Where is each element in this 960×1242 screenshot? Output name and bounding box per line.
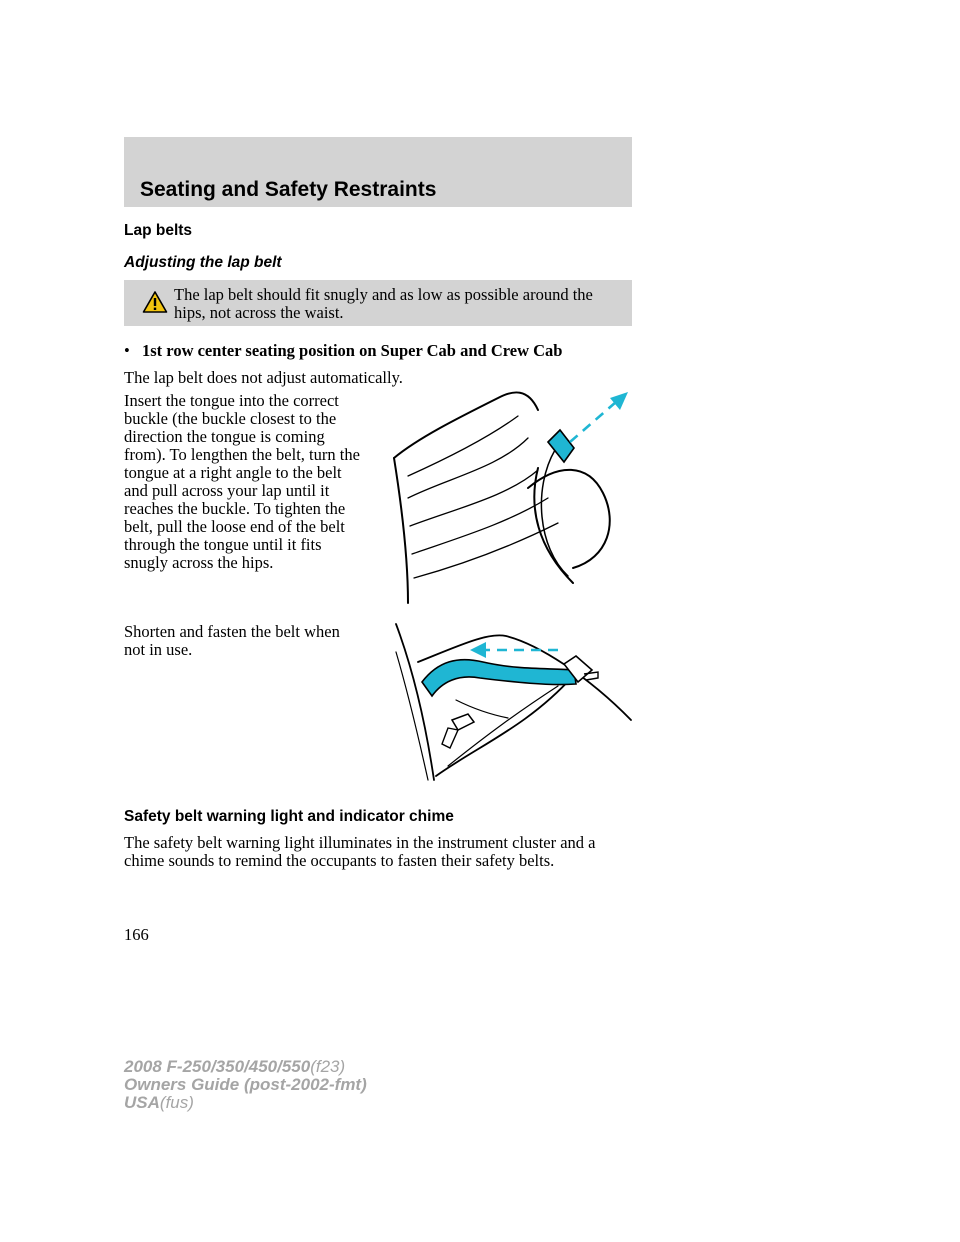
illustration-lengthen-belt: [388, 358, 638, 610]
body-paragraph-3: Shorten and fasten the belt when not in use.: [124, 622, 340, 659]
footer-guide: Owners Guide (post-2002-fmt): [124, 1075, 367, 1094]
footer-imprint: [124, 1058, 367, 1112]
section-heading: Lap belts: [124, 222, 193, 239]
section-header-band: [124, 137, 632, 207]
footer-model: 2008 F-250/350/450/550: [124, 1057, 311, 1076]
buckle-latch: [442, 714, 474, 748]
shorten-direction-arrow: [470, 642, 558, 658]
body-paragraph-1: The lap belt does not adjust automatically.: [124, 368, 403, 387]
body-paragraph-2: Insert the tongue into the correct buckle (the buckle closest to the direction the tongue is coming from). To lengthen the belt, turn the tongue at a right angle to the belt and pull across your lap until it reaches the buckle. To tighten the belt, pull the loose end of the belt through the tongue until it fits snugly across the hips.: [124, 391, 360, 572]
pull-direction-arrow: [570, 392, 628, 442]
bullet-marker: •: [124, 341, 130, 360]
section-subheading: Adjusting the lap belt: [124, 254, 282, 271]
lap-belt-webbing: [422, 660, 576, 696]
bullet-text: 1st row center seating position on Super Cab and Crew Cab: [142, 341, 563, 360]
warning-triangle-icon: [142, 290, 168, 314]
page-number: 166: [124, 925, 149, 944]
warning-text: The lap belt should fit snugly and as low as possible around the hips, not across the waist.: [174, 285, 593, 322]
footer-model-code: (f23): [310, 1057, 346, 1076]
footer-region: USA: [124, 1093, 160, 1112]
section2-text: The safety belt warning light illuminates in the instrument cluster and a chime sounds to remind the occupants to fasten their safety belts.: [124, 833, 596, 870]
section2-heading: Safety belt warning light and indicator chime: [124, 808, 454, 825]
illustration-shorten-belt: [388, 616, 638, 784]
warning-box: [124, 280, 632, 326]
footer-region-code: (fus): [159, 1093, 194, 1112]
section-header-title: Seating and Safety Restraints: [140, 178, 437, 201]
